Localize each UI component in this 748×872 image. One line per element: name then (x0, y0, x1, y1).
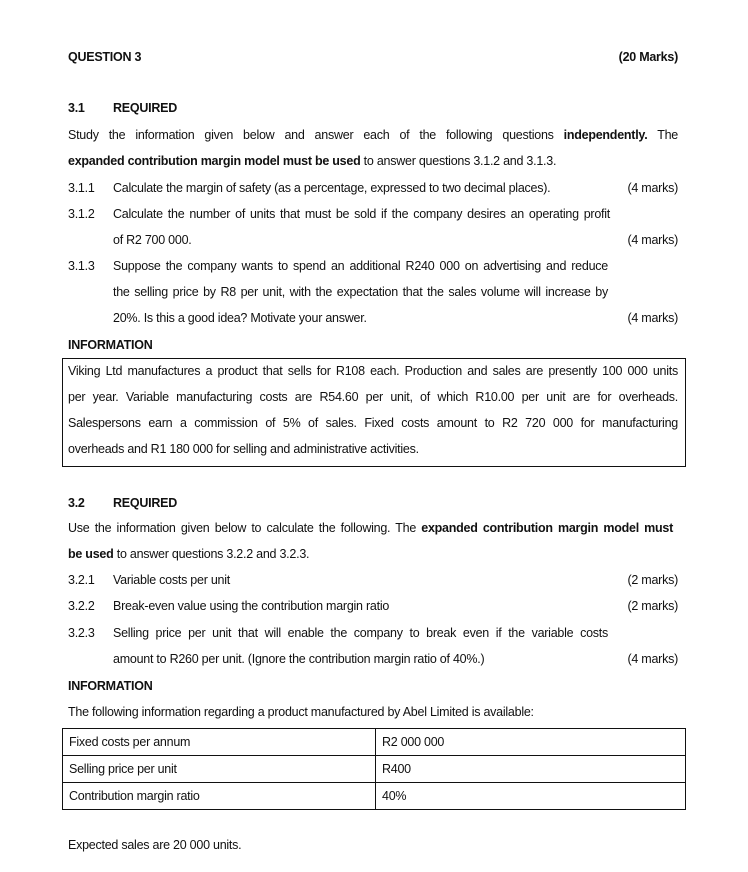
question-number: 3.2.2 (68, 599, 95, 613)
footer-text: Expected sales are 20 000 units. (68, 838, 242, 852)
question-marks: (4 marks) (627, 652, 678, 666)
table-cell-value: R400 (376, 756, 686, 783)
intro-line: be used to answer questions 3.2.2 and 3.2.3. (68, 547, 310, 561)
question-marks: (4 marks) (627, 181, 678, 195)
question-text: Break-even value using the contribution margin ratio (113, 599, 390, 613)
question-marks: (20 Marks) (618, 50, 678, 64)
question-text: Calculate the number of units that must be sold if the company desires an operating profit (113, 207, 610, 221)
info-heading: INFORMATION (68, 338, 153, 352)
question-number: 3.2.1 (68, 573, 95, 587)
section-heading: REQUIRED (113, 101, 177, 115)
question-title: QUESTION 3 (68, 50, 142, 64)
question-marks: (2 marks) (627, 599, 678, 613)
info-line: Viking Ltd manufactures a product that sells for R108 each. Production and sales are presently 100 000 units (68, 364, 678, 378)
info-table (62, 728, 686, 810)
intro-line: Use the information given below to calculate the following. The expanded contribution margin model must (68, 521, 673, 535)
intro-line: Study the information given below and answer each of the following questions independently. The (68, 128, 678, 142)
question-text: amount to R260 per unit. (Ignore the contribution margin ratio of 40%.) (113, 652, 485, 666)
table-cell-label: Selling price per unit (63, 756, 376, 783)
table-cell-label: Fixed costs per annum (63, 729, 376, 756)
info-text: The following information regarding a product manufactured by Abel Limited is available: (68, 705, 534, 719)
question-text: Variable costs per unit (113, 573, 230, 587)
table-cell-label: Contribution margin ratio (63, 783, 376, 810)
question-text: Suppose the company wants to spend an additional R240 000 on advertising and reduce (113, 259, 608, 273)
question-text: of R2 700 000. (113, 233, 192, 247)
info-line: per year. Variable manufacturing costs are R54.60 per unit, of which R10.00 per unit are for overheads. (68, 390, 678, 404)
info-line: Salespersons earn a commission of 5% of sales. Fixed costs amount to R2 720 000 for manufacturing (68, 416, 678, 430)
section-heading: REQUIRED (113, 496, 177, 510)
question-text: 20%. Is this a good idea? Motivate your answer. (113, 311, 367, 325)
info-heading: INFORMATION (68, 679, 153, 693)
question-number: 3.1.2 (68, 207, 95, 221)
question-text: Calculate the margin of safety (as a percentage, expressed to two decimal places). (113, 181, 551, 195)
info-line: overheads and R1 180 000 for selling and administrative activities. (68, 442, 419, 456)
question-number: 3.1.3 (68, 259, 95, 273)
table-row (63, 756, 686, 783)
section-number: 3.2 (68, 496, 85, 510)
table-row (63, 783, 686, 810)
question-number: 3.1.1 (68, 181, 95, 195)
question-text: the selling price by R8 per unit, with the expectation that the sales volume will increase by (113, 285, 608, 299)
question-marks: (4 marks) (627, 233, 678, 247)
table-row (63, 729, 686, 756)
question-marks: (2 marks) (627, 573, 678, 587)
question-marks: (4 marks) (627, 311, 678, 325)
table-cell-value: 40% (376, 783, 686, 810)
table-cell-value: R2 000 000 (376, 729, 686, 756)
question-text: Selling price per unit that will enable the company to break even if the variable costs (113, 626, 608, 640)
section-number: 3.1 (68, 101, 85, 115)
question-number: 3.2.3 (68, 626, 95, 640)
intro-line: expanded contribution margin model must be used to answer questions 3.1.2 and 3.1.3. (68, 154, 557, 168)
